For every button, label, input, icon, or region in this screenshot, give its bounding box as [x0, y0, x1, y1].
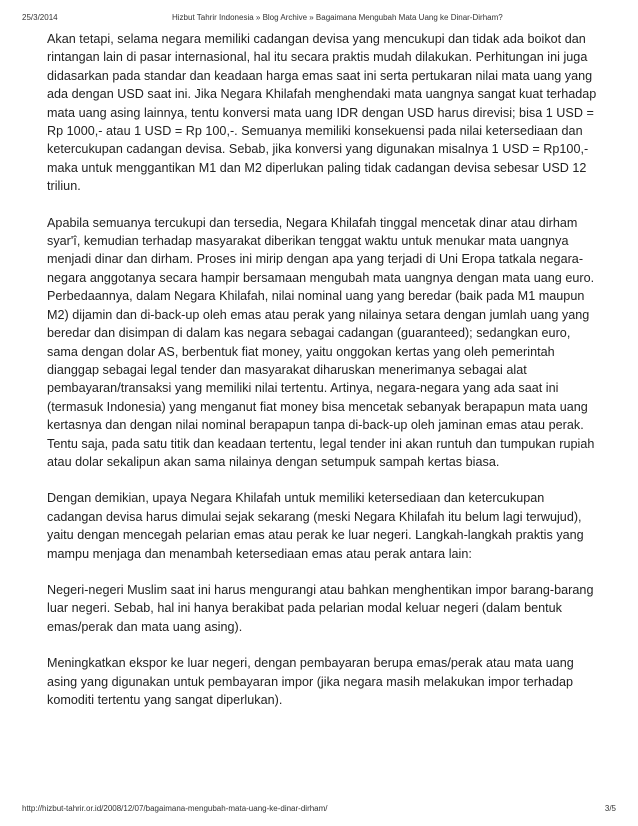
paragraph-kurangi-impor: Negeri-negeri Muslim saat ini harus mengurangi atau bahkan menghentikan impor barang-barang luar negeri. Sebab, hal ini hanya berakibat pada pelarian modal keluar negeri (dalam bentuk emas/perak dan mata uang asing). [47, 582, 594, 634]
article-body [47, 30, 603, 727]
print-header [22, 12, 616, 24]
page-title: Hizbut Tahrir Indonesia » Blog Archive » Bagaimana Mengubah Mata Uang ke Dinar-Dirham? [172, 13, 503, 22]
paragraph-upaya-khilafah: Dengan demikian, upaya Negara Khilafah untuk memiliki ketersediaan dan ketercukupan cadangan devisa harus dimulai sejak sekarang (meski Negara Khilafah itu belum lagi terwujud), yaitu dengan mencegah pelarian emas atau perak ke luar negeri. Langkah-langkah praktis yang mampu menjaga dan menambah ketersediaan emas atau perak antara lain: [47, 491, 584, 561]
print-footer [22, 803, 616, 815]
source-url-link[interactable]: http://hizbut-tahrir.or.id/2008/12/07/bagaimana-mengubah-mata-uang-ke-dinar-dirham/ [22, 804, 328, 813]
paragraph-devisa: Akan tetapi, selama negara memiliki cadangan devisa yang mencukupi dan tidak ada boikot dan rintangan lain di pasar internasional, hal itu secara praktis mudah dilakukan. Perhitungan ini juga didasarkan pada standar dan keadaan harga emas saat ini serta pertukaran nilai mata uang yang ada dengan USD saat ini. Jika Negara Khilafah menghendaki mata uangnya sangat kuat terhadap mata uang asing lainnya, tentu konversi mata uang IDR dengan USD harus direvisi; bisa 1 USD = Rp 1000,- atau 1 USD = Rp 100,-. Semuanya memiliki konsekuensi pada nilai ketersediaan dan ketercukupan cadangan devisa. Sebab, jika konversi yang digunakan misalnya 1 USD = Rp100,- maka untuk menggantikan M1 dan M2 diperlukan paling tidak cadangan devisa sebesar USD 12 triliun. [47, 32, 597, 194]
paragraph-cetak-dinar: Apabila semuanya tercukupi dan tersedia, Negara Khilafah tinggal mencetak dinar atau dirham syar'î, kemudian terhadap masyarakat diberikan tenggat waktu untuk menukar mata uangnya menjadi dinar dan dirham. Proses ini mirip dengan apa yang terjadi di Uni Eropa tatkala negara-negara anggotanya secara hampir bersamaan mengubah mata uangnya dengan mata uang euro. Perbedaannya, dalam Negara Khilafah, nilai nominal uang yang beredar (baik pada M1 maupun M2) dijamin dan di-back-up oleh emas atau perak yang nilainya setara dengan jumlah uang yang beredar dan disimpan di dalam kas negara sebagai cadangan (guaranteed); sedangkan euro, sama dengan dolar AS, berbentuk fiat money, yaitu onggokan kertas yang oleh pemerintah dianggap sebagai legal tender dan masyarakat diharuskan menerimanya sebagai alat pembayaran/transaksi yang memiliki nilai tertentu. Artinya, negara-negara yang ada saat ini (termasuk Indonesia) yang menganut fiat money bisa mencetak sebanyak berapapun mata uang kertasnya dan dengan nilai nominal berapapun tanpa di-back-up oleh jaminan emas atau perak. Tentu saja, pada satu titik dan keadaan tertentu, legal tender ini akan runtuh dan tumpukan rupiah atau dolar sekalipun akan sama nilainya dengan setumpuk sampah kertas biasa. [47, 215, 595, 469]
print-date: 25/3/2014 [22, 13, 58, 22]
paragraph-tingkatkan-ekspor: Meningkatkan ekspor ke luar negeri, dengan pembayaran berupa emas/perak atau mata uang asing yang digunakan untuk pembayaran impor (jika negara masih melakukan impor terhadap komoditi tertentu yang sangat diperlukan). [47, 656, 574, 707]
page-number: 3/5 [604, 804, 616, 813]
